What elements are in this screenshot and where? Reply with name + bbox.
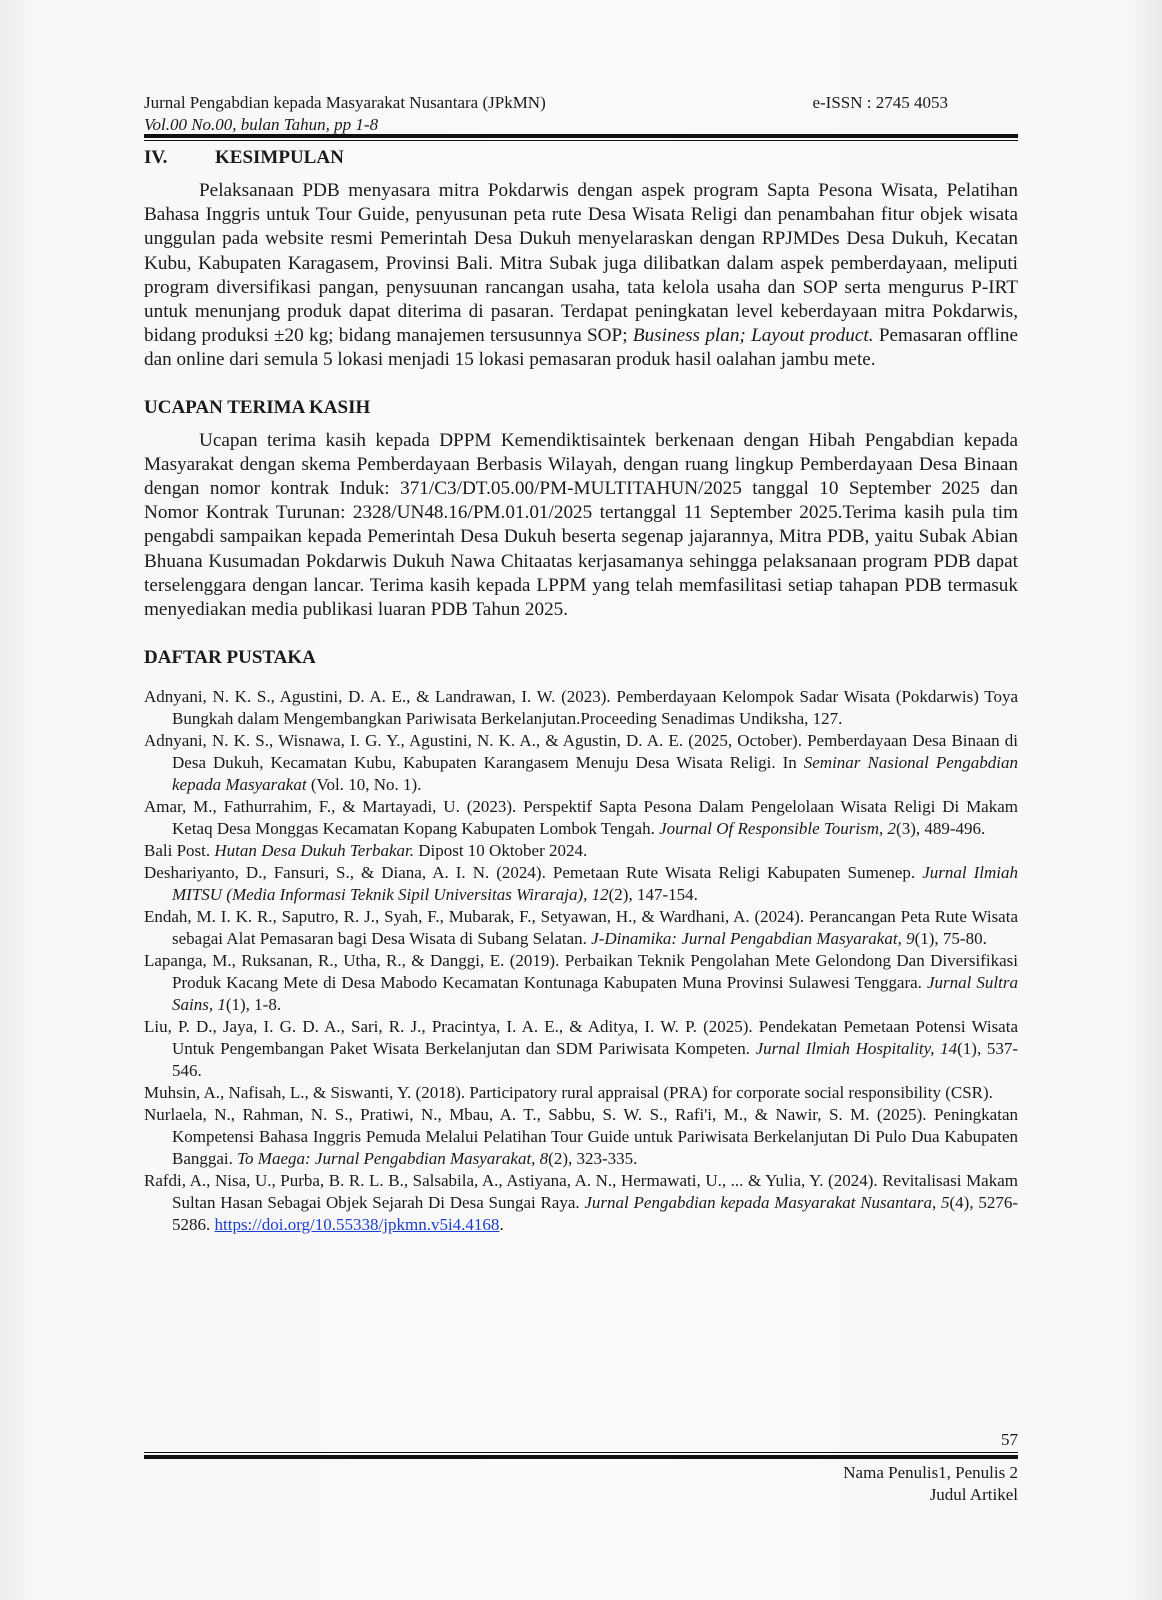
header-rule-thin bbox=[144, 140, 1018, 141]
section-heading-conclusion bbox=[144, 146, 1018, 170]
running-footer bbox=[144, 1462, 1018, 1506]
acknowledgement-paragraph: Ucapan terima kasih kepada DPPM Kemendiktisaintek berkenaan dengan Hibah Pengabdian kepada Masyarakat dengan skema Pemberdayaan Berbasis Wilayah, dengan ruang lingkup Pemberdayaan Desa Binaan dengan nomor kontrak Induk: 371/C3/DT.05.00/PM-MULTITAHUN/2025 tanggal 10 September 2025 dan Nomor Kontrak Turunan: 2328/UN48.16/PM.01.01/2025 tertanggal 11 September 2025.Terima kasih pula tim pengabdi sampaikan kepada Pemerintah Desa Dukuh beserta segenap jajarannya, Mitra PDB, yaitu Subak Abian Bhuana Kusumadan Pokdarwis Dukuh Nawa Chitaatas kerjasamanya sehingga pelaksanaan program PDB dapat terselenggara dengan lancar. Terima kasih kepada LPPM yang telah memfasilitasi setiap tahapan PDB termasuk menyediakan media publikasi luaran PDB Tahun 2025. bbox=[144, 429, 1018, 621]
reference-item: Liu, P. D., Jaya, I. G. D. A., Sari, R. J., Pracintya, I. A. E., & Aditya, I. W. P. (2025). Pendekatan Pemetaan Potensi Wisata Untuk Pengembangan Paket Wisata Berkelanjutan dan SDM Pariwisata Kompeten. Jurnal Ilmiah Hospitality, 14(1), 537-546. bbox=[144, 1017, 1019, 1081]
page-number: 57 bbox=[1001, 1430, 1018, 1449]
running-header bbox=[144, 92, 1018, 136]
reference-item: Nurlaela, N., Rahman, N. S., Pratiwi, N., Mbau, A. T., Sabbu, S. W. S., Rafi'i, M., & Nawir, S. M. (2025). Peningkatan Kompetensi Bahasa Inggris Pemuda Melalui Pelatihan Tour Guide untuk Pariwisata Berkelanjutan Di Pulo Dua Kabupaten Banggai. To Maega: Jurnal Pengabdian Masyarakat, 8(2), 323-335. bbox=[144, 1105, 1018, 1169]
section-heading-acknowledgement: UCAPAN TERIMA KASIH bbox=[144, 396, 371, 418]
reference-item: Bali Post. Hutan Desa Dukuh Terbakar. Dipost 10 Oktober 2024. bbox=[144, 841, 588, 861]
section-number: IV. bbox=[144, 147, 168, 168]
reference-item: Endah, M. I. K. R., Saputro, R. J., Syah, F., Mubarak, F., Setyawan, H., & Wardhani, A. (2024). Perancangan Peta Rute Wisata sebagai Alat Pemasaran bagi Desa Wisata di Subang Selatan. J-Dinamika: Jurnal Pengabdian Masyarakat, 9(1), 75-80. bbox=[144, 907, 1018, 949]
section-title: KESIMPULAN bbox=[215, 147, 344, 168]
reference-item: Adnyani, N. K. S., Agustini, D. A. E., & Landrawan, I. W. (2023). Pemberdayaan Kelompok Sadar Wisata (Pokdarwis) Toya Bungkah dalam Mengembangkan Pariwisata Berkelanjutan.Proceeding Senadimas Undiksha, 127. bbox=[144, 687, 1018, 729]
volume-info: Vol.00 No.00, bulan Tahun, pp 1-8 bbox=[144, 115, 379, 134]
conclusion-paragraph: Pelaksanaan PDB menyasara mitra Pokdarwis dengan aspek program Sapta Pesona Wisata, Pelatihan Bahasa Inggris untuk Tour Guide, penyusunan peta rute Desa Wisata Religi dan penambahan fitur objek wisata unggulan pada website resmi Pemerintah Desa Dukuh menyelaraskan dengan RPJMDes Desa Dukuh, Kecatan Kubu, Kabupaten Karagasem, Provinsi Bali. Mitra Subak juga dilibatkan dalam aspek pemberdayaan, meliputi program diversifikasi pangan, penysuunan rancangan usaha, tata kelola usaha dan SOP serta mengurus P-IRT untuk menunjang produk dapat diterima di pasaran. Terdapat peningkatan level keberdayaan mitra Pokdarwis, bidang produksi ±20 kg; bidang manajemen tersusunnya SOP; Business plan; Layout product. Pemasaran offline dan online dari semula 5 lokasi menjadi 15 lokasi pemasaran produk hasil oalahan jambu mete. bbox=[144, 180, 1019, 371]
reference-item: Adnyani, N. K. S., Wisnawa, I. G. Y., Agustini, N. K. A., & Agustin, D. A. E. (2025, October). Pemberdayaan Desa Binaan di Desa Dukuh, Kecamatan Kubu, Kabupaten Karangasem Menuju Desa Wisata Religi. In Seminar Nasional Pengabdian kepada Masyarakat (Vol. 10, No. 1). bbox=[144, 731, 1019, 795]
footer-rule-thick bbox=[144, 1455, 1018, 1459]
italic-phrase: Business plan; Layout product. bbox=[632, 325, 874, 347]
section-heading-references: DAFTAR PUSTAKA bbox=[144, 647, 316, 669]
footer-article-title: Judul Artikel bbox=[929, 1485, 1018, 1504]
article-body bbox=[144, 146, 1018, 1236]
reference-item: Deshariyanto, D., Fansuri, S., & Diana, A. I. N. (2024). Pemetaan Rute Wisata Religi Kabupaten Sumenep. Jurnal Ilmiah MITSU (Media Informasi Teknik Sipil Universitas Wiraraja), 12(2), 147-154. bbox=[144, 863, 1018, 905]
header-rule-thick bbox=[144, 134, 1018, 138]
footer-rule-thin bbox=[144, 1452, 1018, 1453]
reference-item: Lapanga, M., Ruksanan, R., Utha, R., & Danggi, E. (2019). Perbaikan Teknik Pengolahan Mete Gelondong Dan Diversifikasi Produk Kacang Mete di Desa Mabodo Kecamatan Kontunaga Kabupaten Muna Provinsi Sulawesi Tenggara. Jurnal Sultra Sains, 1(1), 1-8. bbox=[144, 951, 1018, 1015]
footer-authors: Nama Penulis1, Penulis 2 bbox=[843, 1463, 1018, 1482]
reference-item: Rafdi, A., Nisa, U., Purba, B. R. L. B., Salsabila, A., Astiyana, A. N., Hermawati, U., ... & Yulia, Y. (2024). Revitalisasi Makam Sultan Hasan Sebagai Objek Sejarah Di Desa Sungai Raya. Jurnal Pengabdian kepada Masyarakat Nusantara, 5(4), 5276-5286. https://doi.org/10.55338/jpkmn.v5i4.4168. bbox=[144, 1171, 1018, 1235]
reference-item: Muhsin, A., Nafisah, L., & Siswanti, Y. (2018). Participatory rural appraisal (PRA) for corporate social responsibility (CSR). bbox=[144, 1083, 993, 1103]
journal-name: Jurnal Pengabdian kepada Masyarakat Nusantara (JPkMN) bbox=[144, 93, 546, 112]
reference-list bbox=[144, 686, 1018, 1236]
doi-link[interactable]: https://doi.org/10.55338/jpkmn.v5i4.4168 bbox=[214, 1215, 500, 1235]
reference-item: Amar, M., Fathurrahim, F., & Martayadi, U. (2023). Perspektif Sapta Pesona Dalam Pengelolaan Wisata Religi Di Makam Ketaq Desa Monggas Kecamatan Kopang Kabupaten Lombok Tengah. Journal Of Responsible Tourism, 2(3), 489-496. bbox=[144, 797, 1018, 839]
issn: e-ISSN : 2745 4053 bbox=[812, 93, 948, 112]
